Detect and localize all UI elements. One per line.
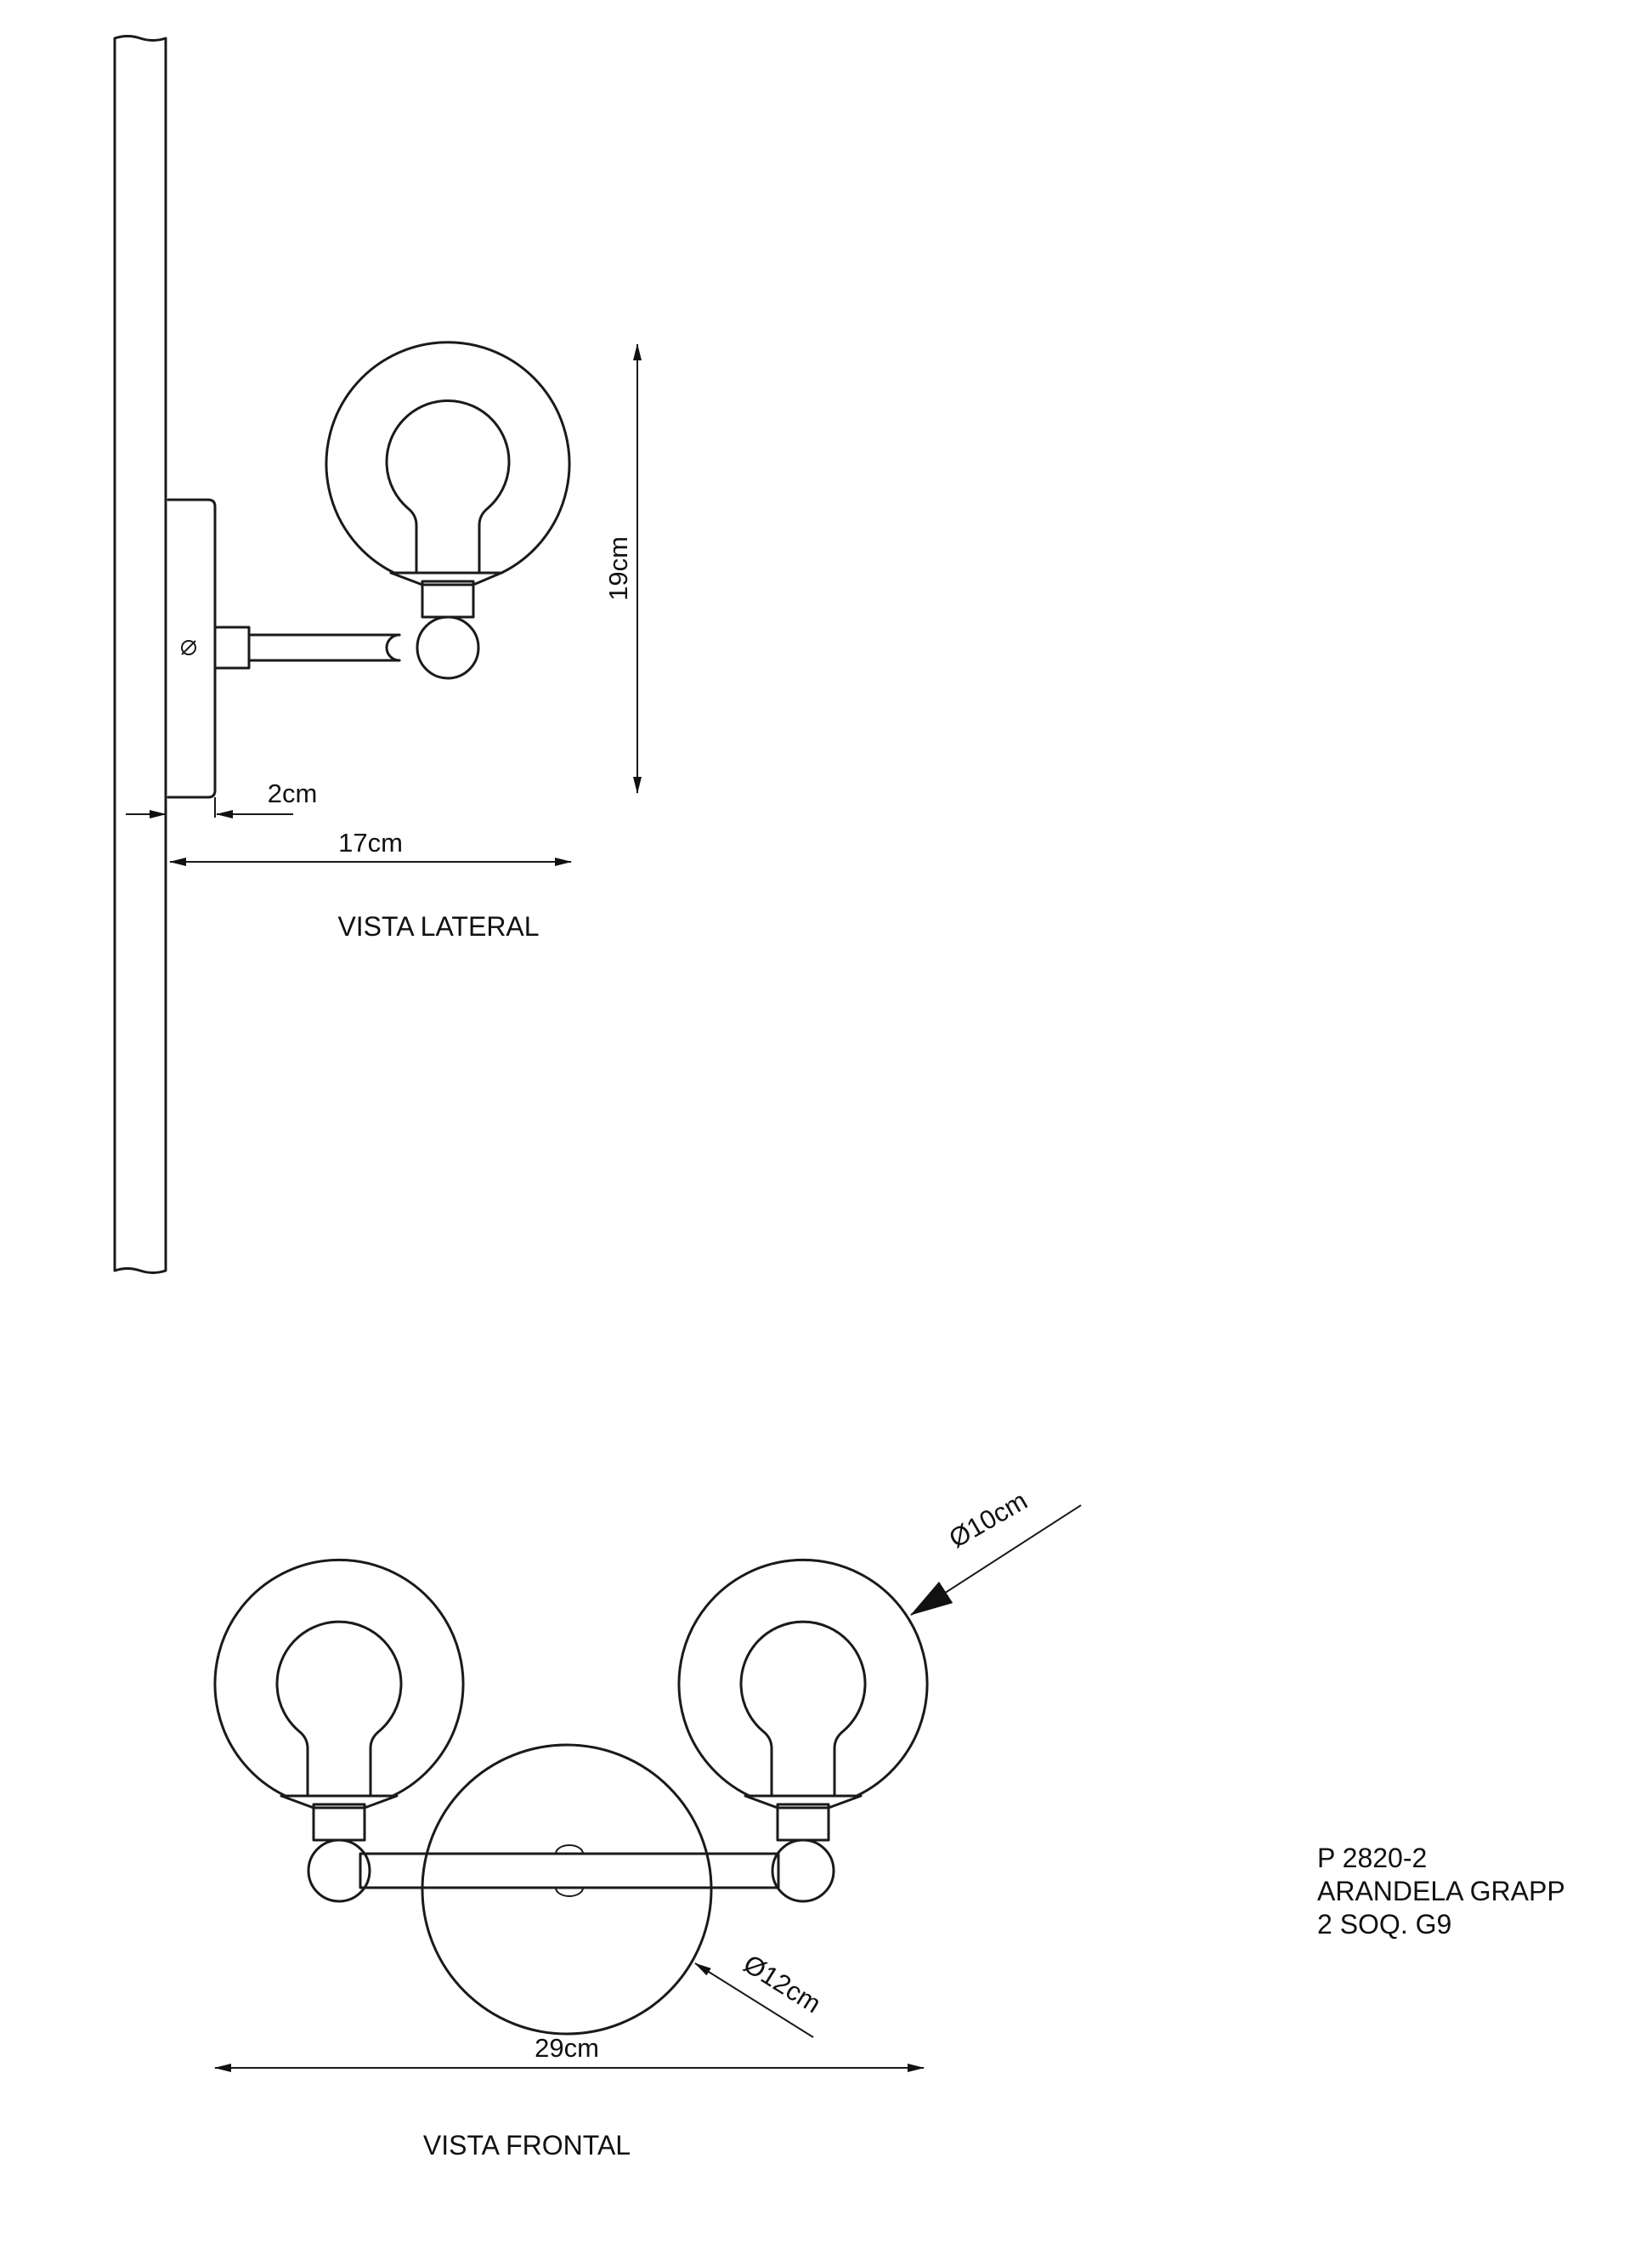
side-globe [326,343,569,573]
base-depth-dimension-label: 2cm [267,779,318,808]
side-arm [215,627,399,668]
wall-plate [168,500,215,797]
front-globe-right [679,1560,927,1840]
side-socket [391,573,501,617]
front-globe-left [215,1560,463,1840]
front-view [215,1486,1081,2161]
projection-dimension-label: 17cm [338,828,403,858]
height-dimension-label: 19cm [603,536,633,601]
screw-icon [182,641,195,654]
globe-diameter-label: Ø10cm [943,1485,1032,1555]
product-spec: 2 SOQ. G9 [1317,1909,1452,1940]
product-info [1317,1843,1565,1940]
base-diameter-label: Ø12cm [738,1948,827,2019]
side-view [115,37,637,1273]
front-joint-ball-right [772,1840,834,1901]
width-dimension-label: 29cm [535,2033,599,2063]
front-view-title: VISTA FRONTAL [422,2130,631,2161]
side-view-title: VISTA LATERAL [337,911,540,942]
product-name: ARANDELA GRAPP [1317,1876,1565,1906]
product-code: P 2820-2 [1317,1843,1428,1873]
front-wall-plate [422,1745,711,2034]
brick-wall [115,37,166,1273]
side-joint-ball [417,617,478,678]
